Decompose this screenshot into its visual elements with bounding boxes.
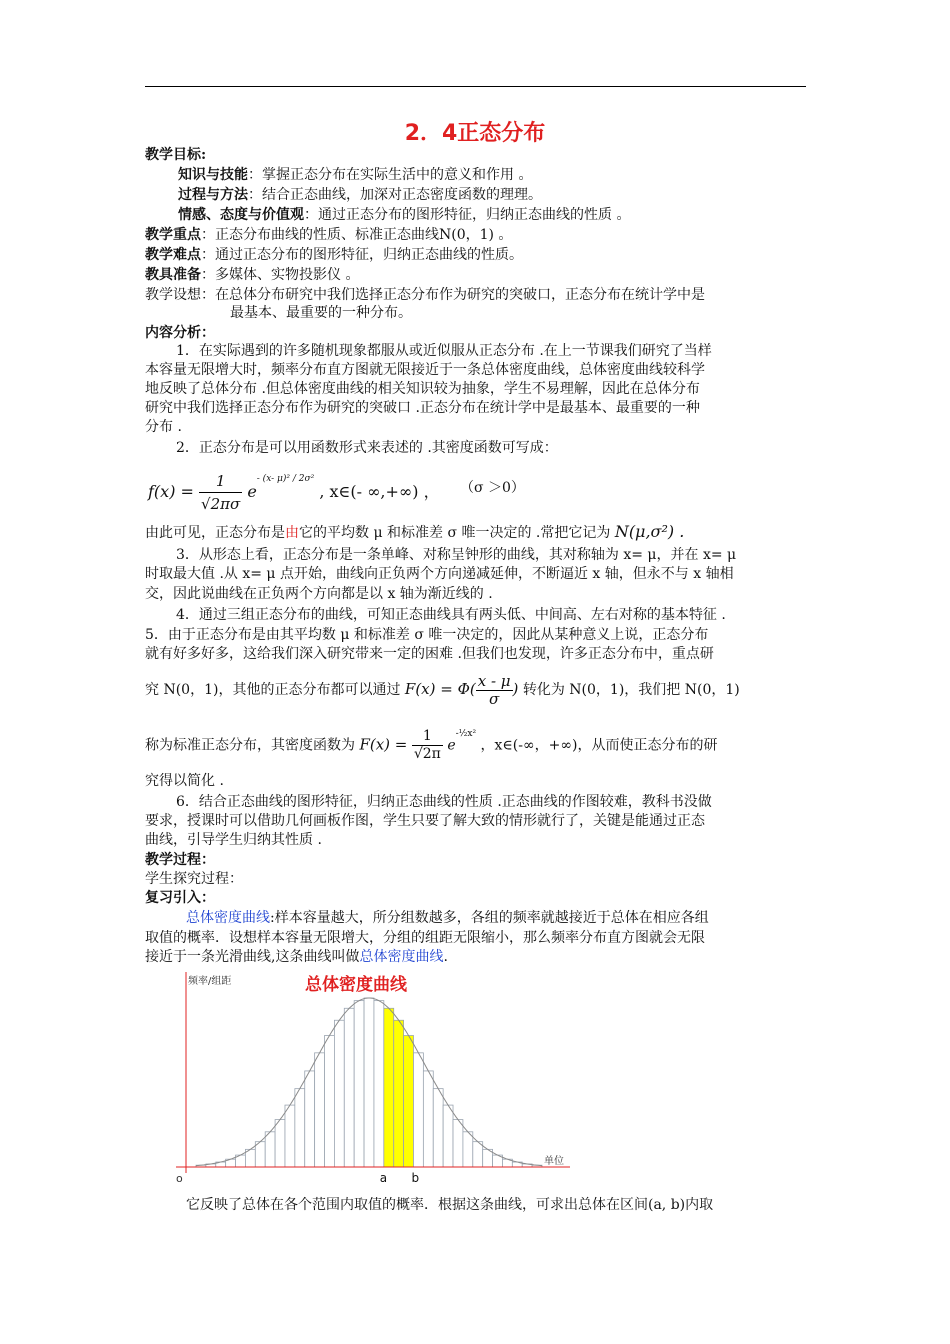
para6-line2: 就有好多好多，这给我们深入研究带来一定的困难 .但我们也发现，许多正态分布中，重点研 (145, 646, 714, 662)
histogram-bar (265, 1132, 275, 1167)
histogram-bar (364, 998, 374, 1167)
key-point: 教学重点：正态分布曲线的性质、标准正态曲线N(0，1) 。 (145, 227, 513, 243)
origin-label: o (176, 1172, 183, 1185)
objective-attitude: 情感、态度与价值观：通过正态分布的图形特征，归纳正态曲线的性质 。 (178, 207, 631, 223)
y-axis-label: 频率/组距 (188, 976, 232, 987)
para7-line1: 6．结合正态曲线的图形特征，归纳正态曲线的性质 .正态曲线的作图较难，教科书没做 (176, 794, 712, 810)
para1-line3: 地反映了总体分布 .但总体密度曲线的相关知识较为抽象，学生不易理解，因此在总体分布 (145, 381, 700, 397)
histogram-bar (275, 1120, 285, 1167)
histogram-bar (453, 1120, 463, 1167)
para6-line3: 究 N(0，1)，其他的正态分布都可以通过 F(x) = Φ( $\frac{x - \mu}{\sigma}$ ) 转化为 N(0，1)，我们把 N(0，1) (145, 671, 740, 708)
histogram-bar (325, 1036, 335, 1167)
histogram-bar (305, 1071, 315, 1167)
histogram-bar (374, 1001, 384, 1167)
x-axis-label: 单位 (544, 1156, 564, 1167)
teaching-plan-cont: 最基本、最重要的一种分布。 (230, 305, 412, 321)
label-a: a (379, 1171, 388, 1185)
para7-line3: 曲线，引导学生归纳其性质 . (145, 832, 322, 848)
para1-line4: 研究中我们选择正态分布作为研究的突破口 .正态分布在统计学中是最基本、最重要的一种 (145, 400, 700, 416)
content-analysis-heading: 内容分析： (145, 325, 215, 341)
histogram-bar (344, 1008, 354, 1167)
histogram-bar (295, 1089, 305, 1167)
teaching-aids: 教具准备：多媒体、实物投影仪 。 (145, 267, 360, 283)
review-line3: 接近于一条光滑曲线,这条曲线叫做总体密度曲线. (145, 949, 448, 965)
histogram-bar (413, 1053, 423, 1167)
highlighted-bar (394, 1020, 404, 1167)
histogram-bar (354, 1001, 364, 1167)
histogram-bar (255, 1142, 265, 1167)
review-line1: 总体密度曲线:样本容量越大，所分组数越多，各组的频率就越接近于总体在相应各组 (186, 910, 709, 926)
histogram-bar (443, 1105, 453, 1167)
histogram-bar (473, 1142, 483, 1167)
para1-line2: 本容量无限增大时，频率分布直方图就无限接近于一条总体密度曲线，总体密度曲线较科学 (145, 362, 705, 378)
para6-line1: 5．由于正态分布是由其平均数 μ 和标准差 σ 唯一决定的，因此从某种意义上说，正态分布 (145, 627, 709, 643)
para2: 2．正态分布是可以用函数形式来表述的 .其密度函数可写成： (176, 440, 558, 456)
histogram-bar (433, 1089, 443, 1167)
histogram-bar (334, 1020, 344, 1167)
teaching-plan: 教学设想：在总体分布研究中我们选择正态分布作为研究的突破口，正态分布在统计学中是 (145, 287, 705, 303)
para7-line2: 要求，授课时可以借助几何画板作图，学生只要了解大致的情形就行了，关键是能通过正态 (145, 813, 705, 829)
chart-title: 总体密度曲线 (305, 975, 407, 995)
density-histogram (170, 968, 582, 1190)
para4-line3: 交，因此说曲线在正负两个方向都是以 x 轴为渐近线的 . (145, 586, 493, 602)
para3: 由此可见，正态分布是由它的平均数 μ 和标准差 σ 唯一决定的 .常把它记为 N(μ,σ²) . (145, 522, 685, 541)
para5: 4．通过三组正态分布的曲线，可知正态曲线具有两头低、中间高、左右对称的基本特征 . (176, 607, 726, 623)
review-line2: 取值的概率．设想样本容量无限增大，分组的组距无限缩小，那么频率分布直方图就会无限 (145, 930, 705, 946)
para4-line1: 3．从形态上看，正态分布是一条单峰、对称呈钟形的曲线，其对称轴为 x= μ，并在 x= μ (176, 547, 737, 563)
objectives-heading: 教学目标: (145, 147, 207, 163)
review-heading: 复习引入： (145, 890, 215, 906)
objective-knowledge: 知识与技能：掌握正态分布在实际生活中的意义和作用 。 (178, 167, 533, 183)
sigma-condition: （σ ＞0） (460, 480, 525, 496)
page-title: 2．4正态分布 (404, 121, 546, 146)
highlighted-bar (384, 1008, 394, 1167)
process-heading: 教学过程： (145, 852, 215, 868)
density-formula: f(x) = $\frac{1}{√2\pi\sigma}$ $e^{- (x- \mu)^2 / 2\sigma^2}$ , x∈(- ∞,+∞) ， (148, 472, 440, 513)
header-rule (145, 86, 806, 87)
histogram-bar (423, 1071, 433, 1167)
objective-process: 过程与方法：结合正态曲线，加深对正态密度函数的理理。 (178, 187, 542, 203)
para4-line2: 时取最大值 .从 x= μ 点开始，曲线向正负两个方向递减延伸，不断逼近 x 轴，但永不与 x 轴相 (145, 566, 734, 582)
para1-line1: 1．在实际遇到的许多随机现象都服从或近似服从正态分布 .在上一节课我们研究了当样 (176, 343, 712, 359)
label-b: b (411, 1171, 420, 1185)
last-line: 它反映了总体在各个范围内取值的概率．根据这条曲线，可求出总体在区间(a, b)内取 (186, 1197, 714, 1213)
histogram-bar (315, 1053, 325, 1167)
para1-line5: 分布 . (145, 419, 182, 435)
difficult-point: 教学难点：通过正态分布的图形特征，归纳正态曲线的性质。 (145, 247, 523, 263)
highlighted-bar (404, 1036, 414, 1167)
student-explore: 学生探究过程： (145, 871, 243, 887)
histogram-bar (285, 1105, 295, 1167)
histogram-bar (463, 1132, 473, 1167)
histogram-bars (196, 998, 542, 1167)
para6-line4: 称为标准正态分布，其密度函数为 F(x) = $\frac{1}{√2\pi}$ $e^{-\frac{1}{2}x^2}$ ，x∈(-∞，+∞)，从而使正态分布的研 (145, 728, 718, 763)
para6-line5: 究得以简化 . (145, 773, 224, 789)
